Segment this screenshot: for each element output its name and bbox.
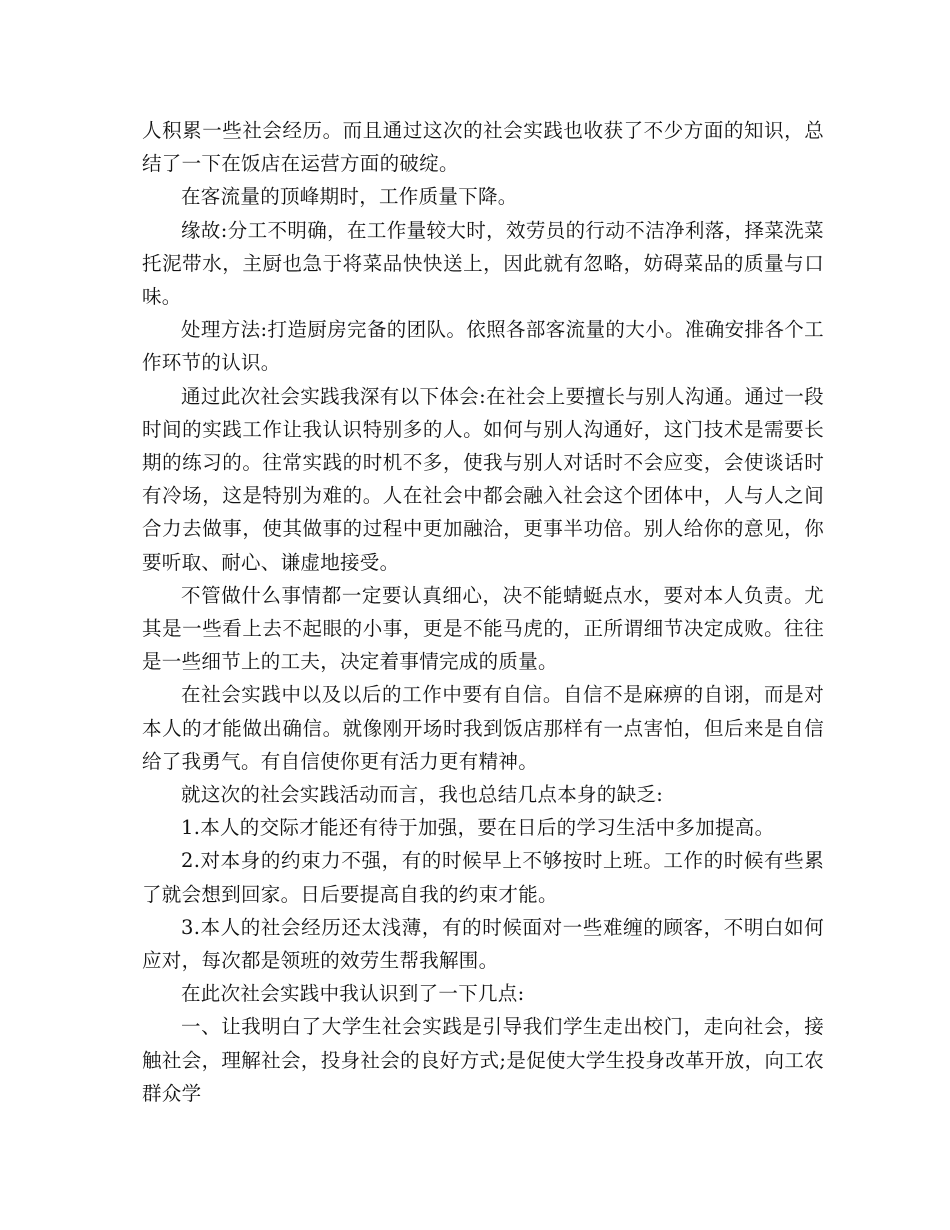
list-item: 1.本人的交际才能还有待于加强，要在日后的学习生活中多加提高。 bbox=[181, 816, 775, 840]
paragraph: 通过此次社会实践我深有以下体会:在社会上要擅长与别人沟通。通过一段时间的实践工作让我认识特别多的人。如何与别人沟通好，这门技术是需要长期的练习的。往常实践的时机不多，使我与别人对话时不会应变，会使谈话时有冷场，这是特别为难的。人在社会中都会融入社会这个团体中，人与人之间合力去做事，使其做事的过程中更加融洽，更事半功倍。别人给你的意见，你要听取、耐心、谦虚地接受。 bbox=[142, 384, 824, 574]
paragraph: 缘故:分工不明确，在工作量较大时，效劳员的行动不洁净利落，择菜洗菜托泥带水，主厨也急于将菜品快快送上，因此就有忽略，妨碍菜品的质量与口味。 bbox=[142, 218, 824, 309]
list-item: 3.本人的社会经历还太浅薄，有的时候面对一些难缠的顾客，不明白如何应对，每次都是领班的效劳生帮我解围。 bbox=[142, 915, 824, 973]
document-body bbox=[142, 114, 824, 1110]
paragraph: 在社会实践中以及以后的工作中要有自信。自信不是麻痹的自诩，而是对本人的才能做出确信。就像刚开场时我到饭店那样有一点害怕，但后来是自信给了我勇气。有自信使你更有活力更有精神。 bbox=[142, 683, 824, 773]
paragraph: 不管做什么事情都一定要认真细心，决不能蜻蜓点水，要对本人负责。尤其是一些看上去不起眼的小事，更是不能马虎的，正所谓细节决定成败。往往是一些细节上的工夫，决定着事情完成的质量。 bbox=[142, 583, 824, 674]
paragraph: 在此次社会实践中我认识到了一下几点: bbox=[181, 982, 525, 1006]
paragraph: 一、让我明白了大学生社会实践是引导我们学生走出校门，走向社会，接触社会，理解社会，投身社会的良好方式;是促使大学生投身改革开放，向工农群众学 bbox=[142, 1015, 824, 1105]
paragraph: 在客流量的顶峰期时，工作质量下降。 bbox=[181, 185, 518, 209]
paragraph: 就这次的社会实践活动而言，我也总结几点本身的缺乏: bbox=[181, 783, 664, 807]
paragraph: 处理方法:打造厨房完备的团队。依照各部客流量的大小。准确安排各个工作环节的认识。 bbox=[142, 318, 824, 375]
paragraph: 人积累一些社会经历。而且通过这次的社会实践也收获了不少方面的知识，总结了一下在饭店在运营方面的破绽。 bbox=[142, 119, 824, 176]
list-item: 2.对本身的约束力不强，有的时候早上不够按时上班。工作的时候有些累了就会想到回家。日后要提高自我的约束才能。 bbox=[142, 849, 824, 906]
